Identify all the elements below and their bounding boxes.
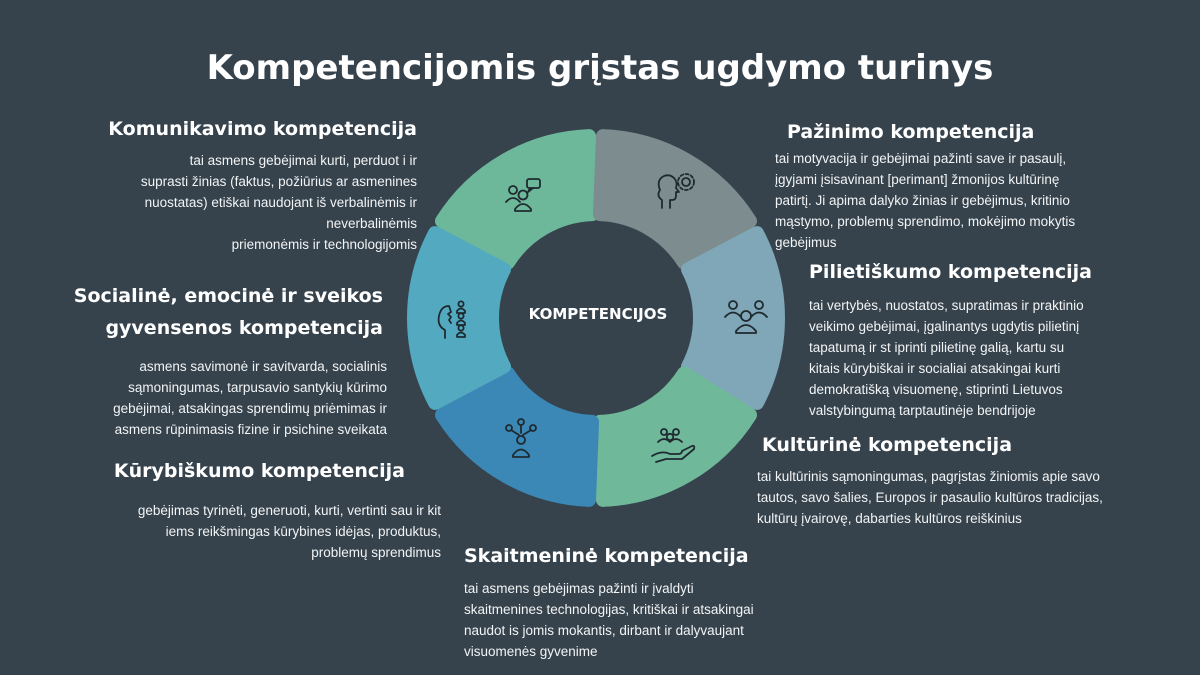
heading-line: Socialinė, emocinė ir sveikos	[73, 285, 383, 307]
komunikavimo-description	[70, 150, 417, 255]
desc-line: asmens rūpinimasis fizine ir psichine sveikata	[114, 422, 387, 437]
desc-line: suprasti žinias (faktus, požiūrius ar asmenines	[140, 174, 417, 189]
skaitmenine-heading-block	[464, 541, 824, 571]
desc-line: veikimo gebėjimai, įgalinantys ugdytis pilietinį	[809, 319, 1080, 334]
desc-line: kultūrų įvairovę, dabarties kultūros reiškinius	[757, 511, 1022, 526]
desc-line: patirtį. Ji apima dalyko žinias ir gebėjimus, kritinio	[775, 193, 1070, 208]
pazinimo-heading-block	[787, 117, 1147, 147]
skaitmenine-description	[464, 578, 844, 662]
desc-line: įgyjami įsisavinant [perimant] žmonijos kultūrinę	[775, 172, 1060, 187]
desc-line: mąstymo, problemų sprendimo, mokėjimo mokytis	[775, 214, 1076, 229]
socialine-heading	[40, 280, 383, 344]
socialine-block	[40, 280, 383, 344]
desc-line: neverbalinėmis	[326, 216, 417, 231]
desc-line: demokratišką visuomenę, stiprinti Lietuvos	[809, 382, 1063, 397]
pilietiskumo-description	[809, 295, 1179, 421]
desc-line: gebėjimas tyrinėti, generuoti, kurti, vertinti sau ir kit	[137, 503, 441, 518]
desc-line: problemų sprendimus	[311, 545, 441, 560]
desc-line: naudot is jomis mokantis, dirbant ir dalyvaujant	[464, 623, 744, 638]
desc-line: tai vertybės, nuostatos, supratimas ir praktinio	[809, 298, 1084, 313]
desc-line: gebėjimus	[775, 235, 837, 250]
desc-line: nuostatas) etiškai naudojant iš verbalinėmis ir	[144, 195, 417, 210]
socialine-description	[40, 356, 387, 440]
kurybiskumo-heading-block	[60, 456, 405, 486]
desc-line: gebėjimai, atsakingas sprendimų priėmimas ir	[113, 401, 387, 416]
desc-line: sąmoningumas, tarpusavio santykių kūrimo	[128, 380, 387, 395]
desc-line: tai motyvacija ir gebėjimai pažinti save ir pasaulį,	[775, 151, 1067, 166]
kurybiskumo-heading: Kūrybiškumo kompetencija	[113, 460, 405, 482]
desc-line: valstybingumą tarptautinėje bendrijoje	[809, 403, 1036, 418]
pilietiskumo-heading-block	[809, 257, 1169, 287]
desc-line: visuomenės gyvenime	[464, 644, 598, 659]
desc-line: iems reikšmingas kūrybines idėjas, produktus,	[165, 524, 441, 539]
center-label: KOMPETENCIJOS	[528, 305, 668, 323]
kurybiskumo-description	[40, 500, 441, 563]
desc-line: asmens savimonė ir savitvarda, socialinis	[139, 359, 387, 374]
komunikavimo-block	[70, 114, 417, 255]
desc-line: skaitmenines technologijas, kritiškai ir atsakingai	[464, 602, 754, 617]
desc-line: tai kultūrinis sąmoningumas, pagrįstas žiniomis apie savo	[757, 469, 1100, 484]
komunikavimo-heading: Komunikavimo kompetencija	[108, 118, 417, 140]
desc-line: tai asmens gebėjimai kurti, perduot i ir	[189, 153, 417, 168]
page-title: Kompetencijomis grįstas ugdymo turinys	[206, 48, 994, 88]
skaitmenine-heading: Skaitmeninė kompetencija	[464, 545, 749, 567]
kulturine-heading: Kultūrinė kompetencija	[762, 434, 1013, 456]
desc-line: tautos, savo šalies, Europos ir pasaulio kultūros tradicijas,	[757, 490, 1103, 505]
desc-line: tapatumą ir st iprinti pilietinę galią, kartu su	[809, 340, 1065, 355]
kulturine-heading-block	[762, 430, 1122, 460]
kulturine-description	[757, 466, 1177, 529]
pazinimo-heading: Pažinimo kompetencija	[787, 121, 1035, 143]
desc-line: tai asmens gebėjimas pažinti ir įvaldyti	[464, 581, 694, 596]
desc-line: kitais kūrybiškai ir socialiai atsakingai kurti	[809, 361, 1061, 376]
heading-line: gyvensenos kompetencija	[105, 317, 383, 339]
pilietiskumo-heading: Pilietiškumo kompetencija	[809, 261, 1092, 283]
pazinimo-description	[775, 148, 1175, 253]
desc-line: priemonėmis ir technologijomis	[231, 237, 417, 252]
